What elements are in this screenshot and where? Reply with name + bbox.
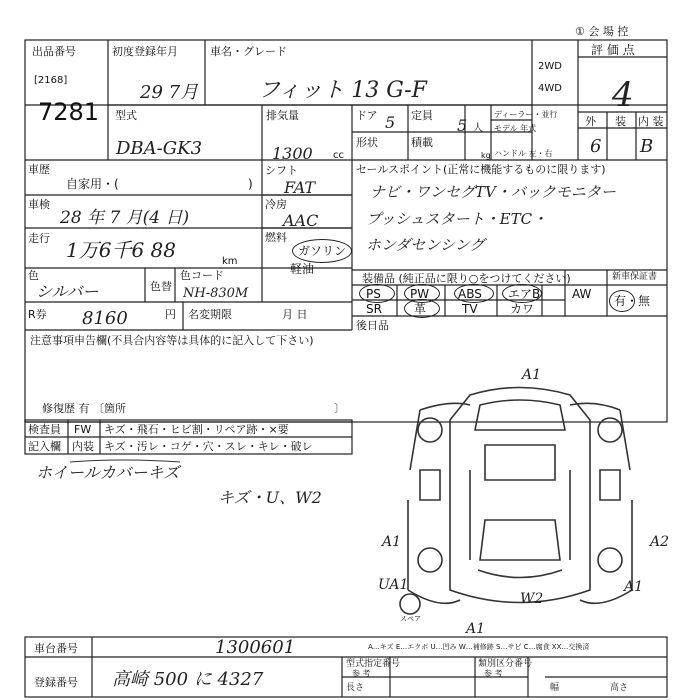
capacity-value: 5	[457, 116, 468, 135]
handle-label: ハンドル 左・右	[494, 149, 553, 158]
shift-value: FAT	[284, 178, 316, 197]
grade-value: 4	[612, 75, 634, 115]
drive-4wd: 4WD	[538, 83, 562, 94]
capacity-unit: 人	[473, 123, 483, 134]
inspection-label: 車検	[28, 198, 50, 211]
equip-ps: PS	[366, 287, 381, 301]
mileage-unit: km	[222, 256, 238, 267]
fw-text: キズ・飛石・ヒビ割・リペア跡・×要	[104, 423, 289, 436]
mileage-value: 1万6千6 88	[66, 238, 176, 262]
exterior-mid-label: 装	[615, 115, 626, 128]
mileage-label: 走行	[28, 232, 50, 245]
class-ref: 参 考	[484, 669, 503, 678]
lot-label: 出品番号	[32, 45, 76, 58]
selling-point-1: ナビ・ワンセグTV・バックモニター	[370, 183, 616, 201]
dealer-label: ディーラー・並行	[494, 110, 558, 119]
inspection-value: 28 年 7 月(4 日)	[60, 208, 190, 228]
displacement-unit: cc	[333, 150, 344, 161]
mark-a1-left: A1	[382, 534, 402, 550]
equip-leather: 革	[414, 302, 427, 316]
first-reg-value: 29 7月	[140, 82, 199, 103]
equip-kawa: カワ	[510, 302, 535, 316]
chassis-label: 車台番号	[34, 642, 78, 655]
ac-value: AAC	[283, 211, 319, 230]
equip-pw: PW	[410, 287, 430, 301]
repair-close: 〕	[334, 402, 345, 415]
equip-airbag: エアB	[508, 287, 541, 301]
shape-label: 形状	[356, 136, 378, 149]
fw-label: FW	[74, 423, 92, 436]
grade-label: 評 価 点	[591, 43, 635, 57]
selling-point-3: ホンダセンシング	[366, 236, 485, 254]
recycle-unit: 円	[165, 308, 176, 321]
entry-label: 記入欄	[28, 440, 61, 453]
lot-small: [2168]	[34, 75, 68, 86]
warranty-circle	[609, 290, 635, 312]
recycle-value: 8160	[82, 308, 128, 329]
warranty-value: 有・無	[614, 294, 651, 308]
load-label: 積載	[411, 136, 433, 149]
selling-points-label: セールスポイント(正常に機能するものに限ります)	[356, 163, 606, 176]
mark-a1-top: A1	[522, 367, 542, 383]
model-label: 型式	[115, 109, 137, 122]
type-num-label: 型式指定番号	[346, 659, 401, 669]
spare-label: スペア	[400, 615, 421, 623]
equipment-label: 装備品 (純正品に限り○をつけてください)	[362, 272, 571, 285]
drive-2wd: 2WD	[538, 61, 562, 72]
name-value: フィット 13 G-F	[258, 78, 427, 103]
load-unit: kg	[481, 151, 491, 160]
mark-a1-bottom: A1	[466, 621, 486, 637]
door-label: ドア	[356, 109, 378, 122]
selling-point-2: プッシュスタート・ETC・	[366, 210, 548, 228]
ac-label: 冷房	[265, 198, 287, 211]
name-change-label: 名変期限	[188, 308, 232, 321]
model-value: DBA-GK3	[116, 138, 203, 159]
fuel-value1: ガソリン	[298, 244, 347, 258]
mark-w2-rear: W2	[520, 591, 544, 607]
recycle-label: R券	[28, 308, 47, 321]
color-code-label: 色コード	[180, 269, 224, 282]
equip-abs: ABS	[458, 287, 482, 301]
reg-label: 登録番号	[34, 676, 78, 689]
lot-number: 7281	[38, 98, 100, 126]
warranty-label: 新車保証書	[612, 272, 658, 282]
exterior-score: 6	[590, 136, 602, 157]
fuel-circle	[292, 239, 352, 263]
displacement-label: 排気量	[266, 109, 299, 122]
history-value: 自家用・(	[66, 177, 119, 191]
width-label: 幅	[550, 683, 560, 693]
diagram-legend: A…キズ E…エクボ U…凹み W…補修跡 S…サビ C…腐食 XX…交換済	[368, 643, 590, 651]
after-items-label: 後日品	[356, 319, 389, 332]
model-year-label: モデル 年式	[494, 124, 537, 133]
interior-score: B	[640, 136, 654, 157]
name-label: 車名・グレード	[210, 45, 287, 58]
capacity-label: 定員	[411, 109, 433, 122]
chassis-value: 1300601	[215, 637, 296, 658]
fuel-label: 燃料	[265, 231, 287, 244]
name-change-unit: 月 日	[282, 308, 308, 321]
mark-ua1: UA1	[378, 577, 409, 593]
mark-a1-rear-right: A1	[624, 579, 644, 595]
type-ref: 参 考	[352, 669, 371, 678]
inspector-label: 検査員	[28, 423, 61, 436]
interior-row-label: 内装	[72, 440, 94, 453]
repair-label: 修復歴 有 〔箇所	[42, 402, 126, 415]
displacement-value: 1300	[272, 144, 313, 163]
equip-tv: TV	[462, 302, 478, 316]
color-label: 色	[28, 269, 39, 282]
handwritten-note-1: ホイールカバーキズ	[36, 463, 180, 482]
color-code-value: NH-830M	[183, 286, 249, 301]
interior-label: 内 装	[638, 115, 664, 128]
color-swap-label: 色替	[150, 280, 172, 293]
copy-label: ① 会 場 控	[575, 25, 629, 38]
equip-sr: SR	[366, 302, 382, 316]
history-label: 車歴	[28, 163, 50, 176]
mark-a2-right: A2	[650, 534, 670, 550]
first-reg-label: 初度登録年月	[112, 45, 178, 58]
class-num-label: 類別区分番号	[478, 659, 533, 669]
handwritten-note-2: キズ・U、W2	[218, 488, 322, 507]
exterior-label: 外	[585, 115, 596, 128]
shift-label: シフト	[265, 164, 298, 177]
equip-aw: AW	[572, 287, 592, 301]
height-label: 高さ	[610, 683, 629, 693]
fuel-value2: 軽油	[290, 262, 315, 276]
notes-label: 注意事項申告欄(不具合内容等は具体的に記入して下さい)	[30, 334, 314, 347]
length-label: 長さ	[346, 683, 365, 693]
interior-row-text: キズ・汚レ・コゲ・穴・スレ・キレ・破レ	[104, 440, 313, 453]
reg-value: 高崎 500 に 4327	[112, 669, 264, 690]
door-value: 5	[385, 113, 396, 132]
color-value: シルバー	[36, 282, 99, 301]
